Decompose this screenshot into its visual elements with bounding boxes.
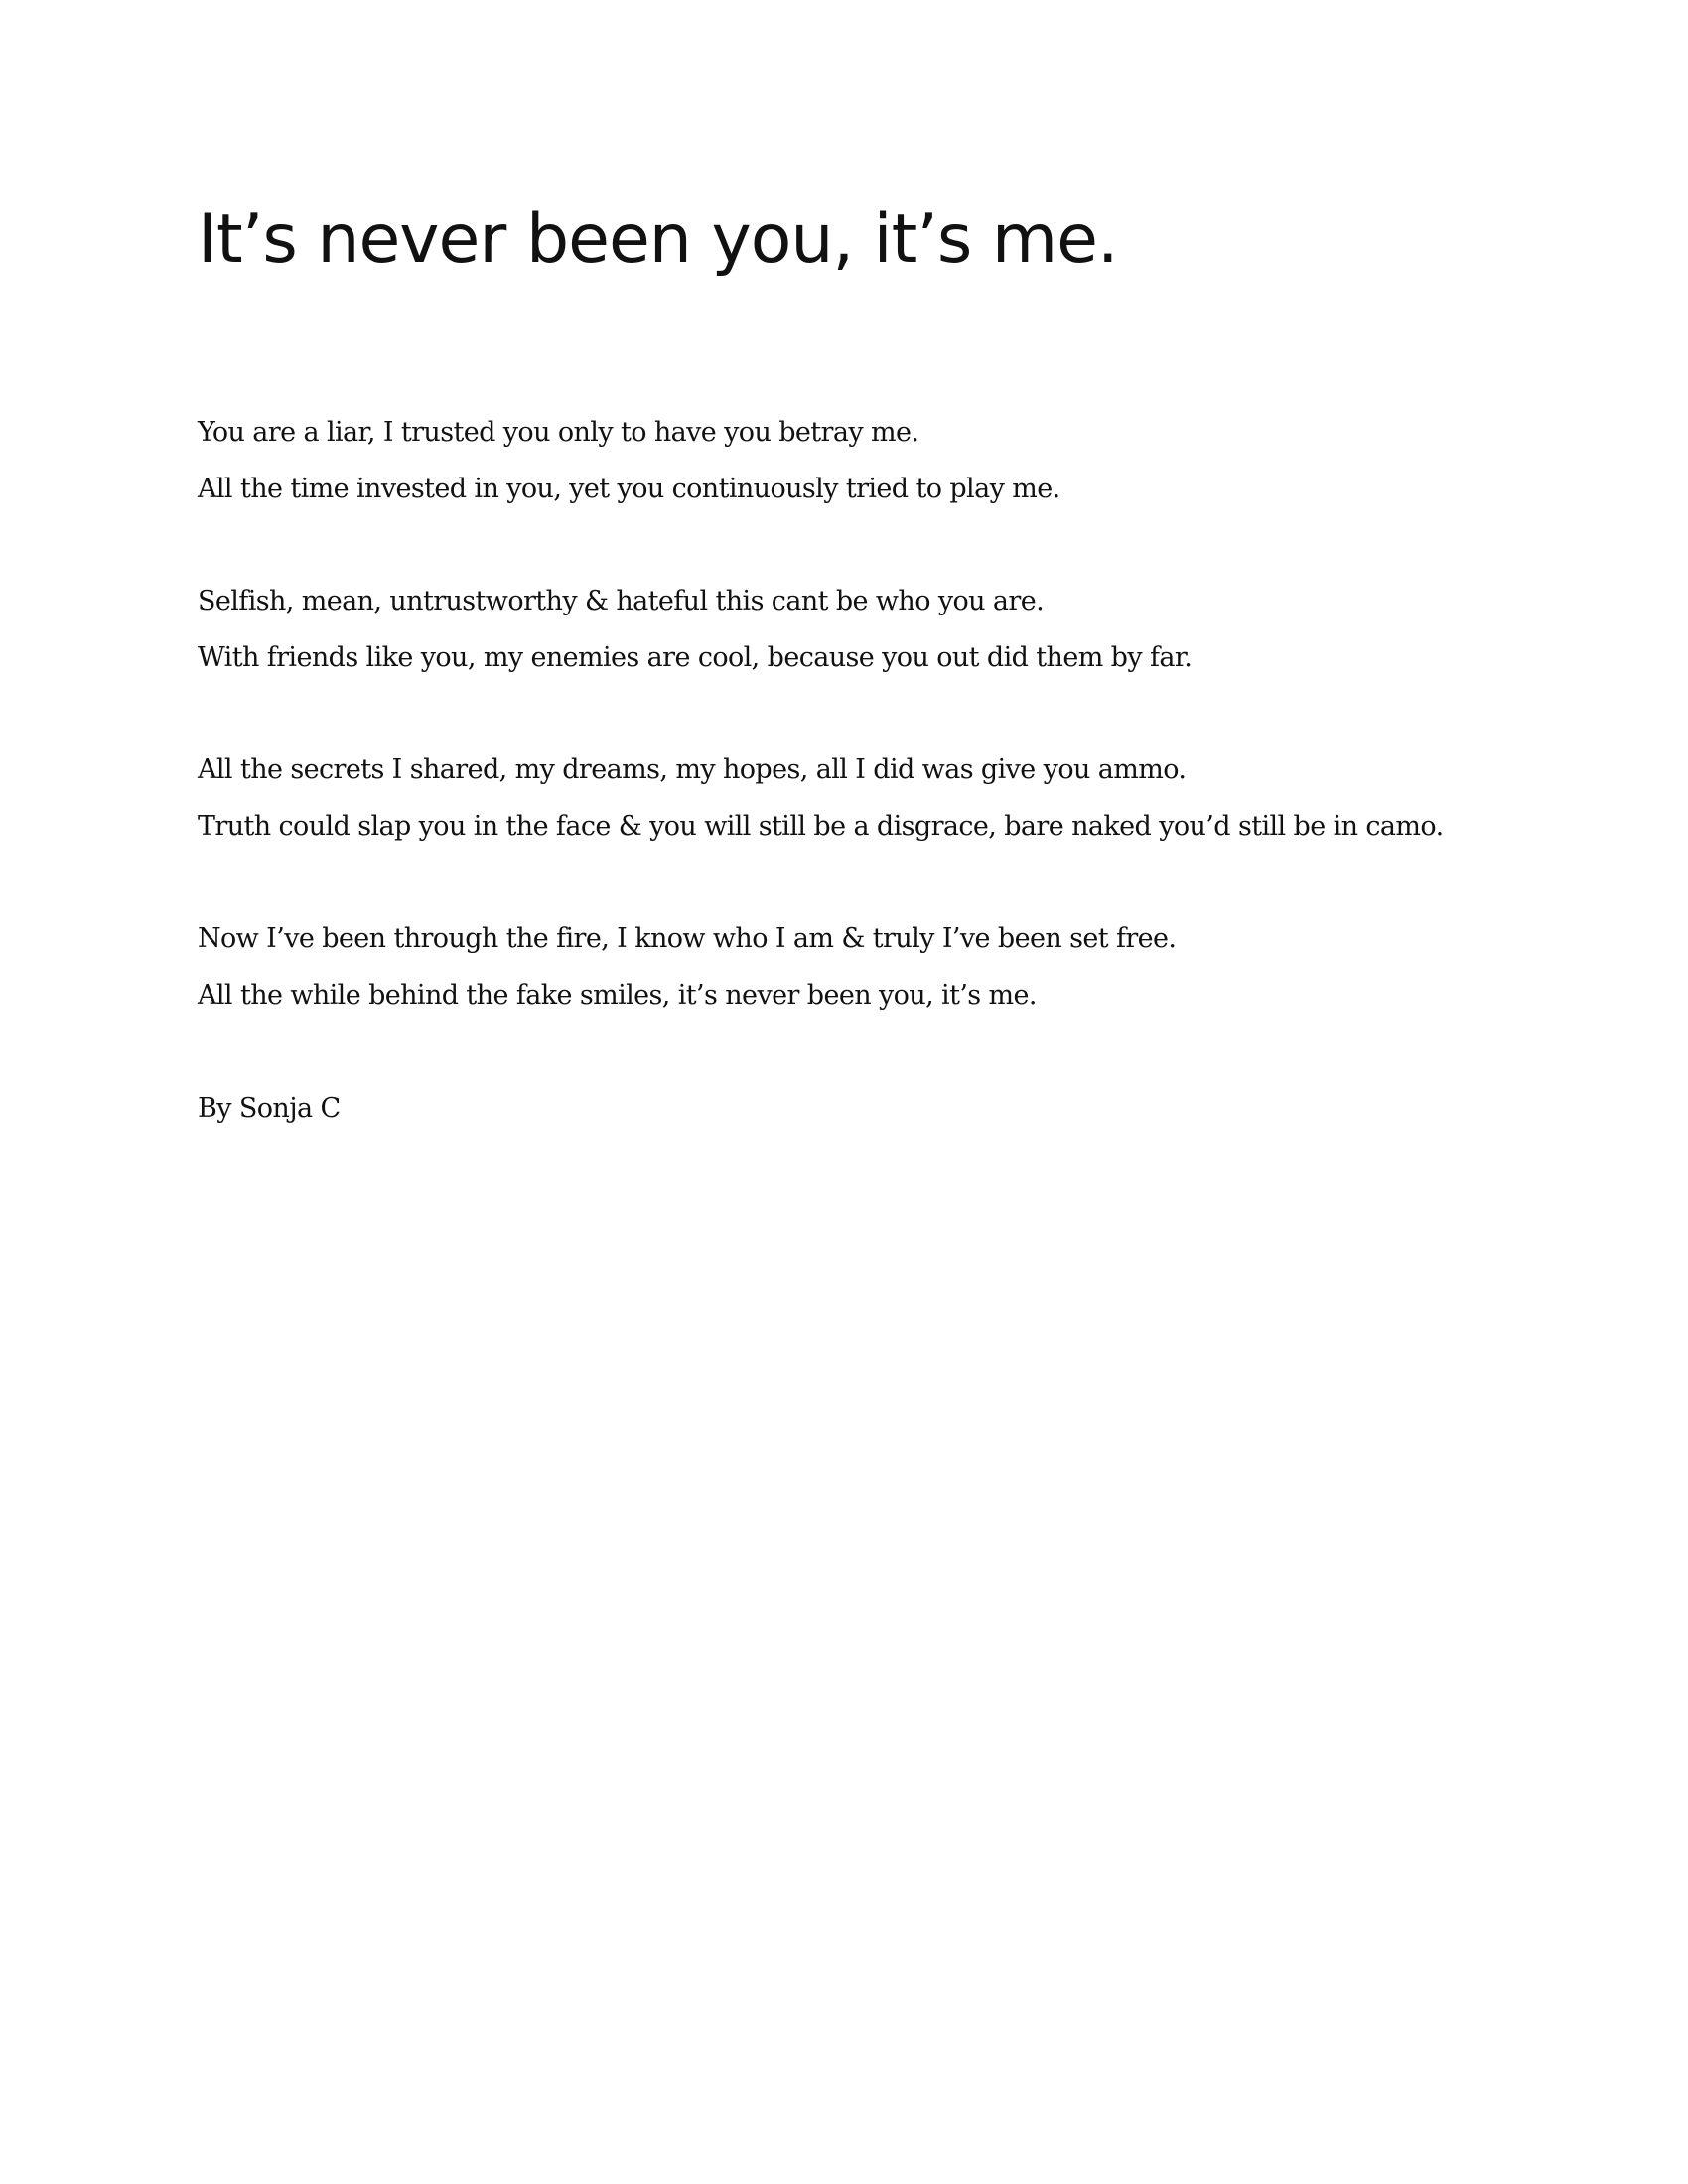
poem-line: All the secrets I shared, my dreams, my hopes, all I did was give you ammo. bbox=[198, 754, 1187, 785]
stanza-4 bbox=[198, 910, 1588, 1024]
poem-body bbox=[198, 404, 1588, 1079]
poem-title: It’s never been you, it’s me. bbox=[198, 201, 1118, 279]
author-byline: By Sonja C bbox=[198, 1093, 341, 1124]
poem-line: With friends like you, my enemies are cool, because you out did them by far. bbox=[198, 642, 1193, 673]
poem-line: Truth could slap you in the face & you will still be a disgrace, bare naked you’d still be in camo. bbox=[198, 811, 1444, 842]
stanza-1 bbox=[198, 404, 1588, 517]
stanza-3 bbox=[198, 742, 1588, 855]
stanza-2 bbox=[198, 573, 1588, 686]
poem-line: You are a liar, I trusted you only to have you betray me. bbox=[198, 417, 919, 448]
poem-line: Now I’ve been through the fire, I know who I am & truly I’ve been set free. bbox=[198, 923, 1177, 954]
poem-line: Selfish, mean, untrustworthy & hateful this cant be who you are. bbox=[198, 586, 1045, 616]
poem-line: All the time invested in you, yet you continuously tried to play me. bbox=[198, 474, 1060, 504]
poem-line: All the while behind the fake smiles, it’s never been you, it’s me. bbox=[198, 980, 1037, 1011]
